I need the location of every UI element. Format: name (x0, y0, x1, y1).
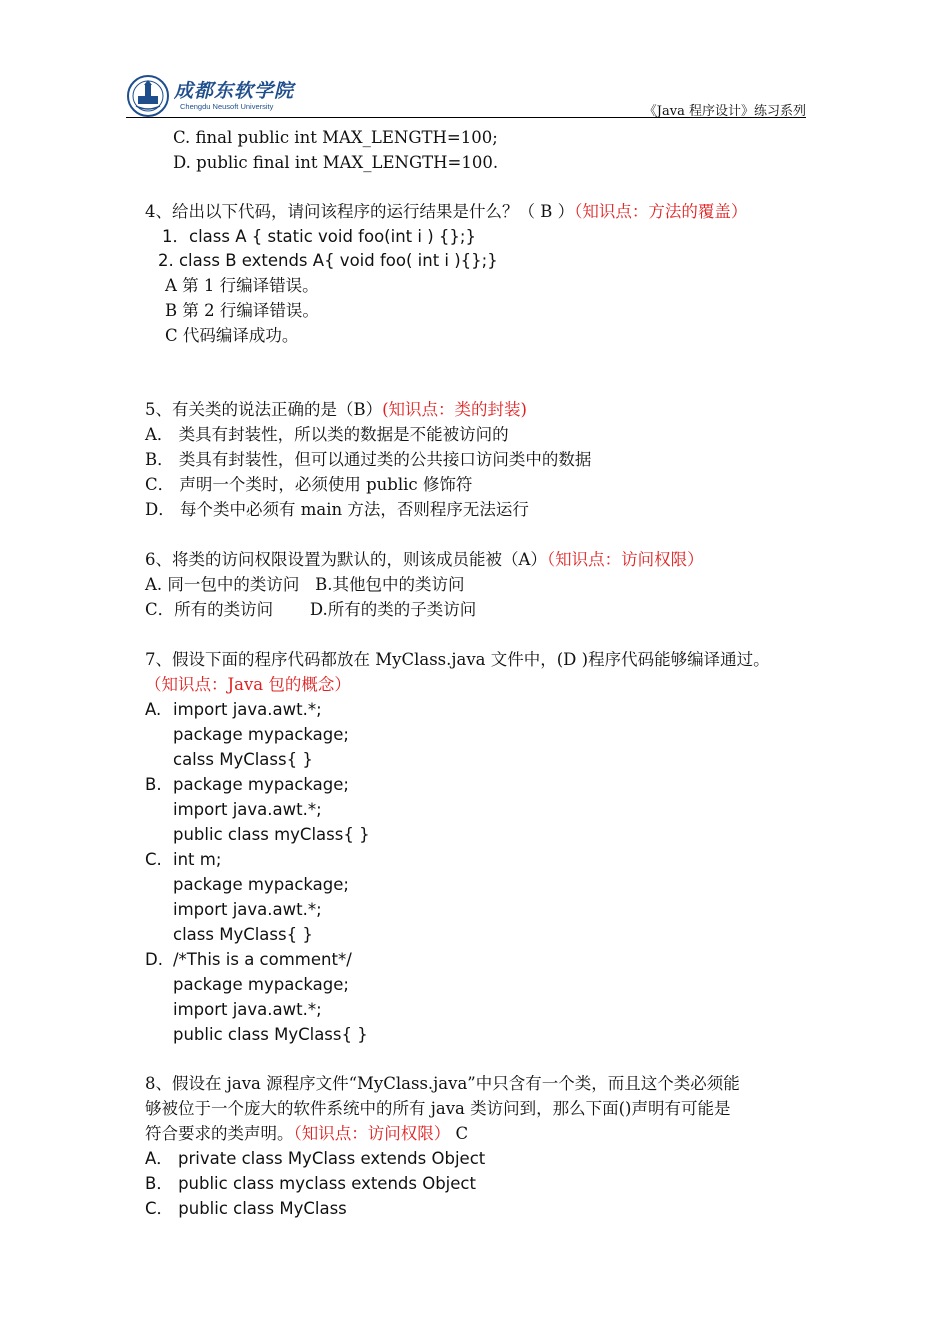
q8-option-a: A． private class MyClass extends Object (145, 1149, 486, 1168)
q8-answer: C (450, 1124, 469, 1143)
q7-option-b (145, 775, 349, 795)
q8-stem-text: 符合要求的类声明。 (145, 1124, 294, 1143)
q8-option-b: B． public class myclass extends Object (145, 1174, 476, 1193)
q7-option-a-line-2: package mypackage; (173, 725, 349, 744)
q8-stem-line-3 (145, 1124, 468, 1144)
q5-option-d: D． 每个类中必须有 main 方法，否则程序无法运行 (145, 500, 529, 519)
q7-option-d (145, 950, 352, 970)
q4-code-line-1: 1．class A { static void foo(int i ) {};} (162, 227, 476, 246)
q5-option-c: C． 声明一个类时，必须使用 public 修饰符 (145, 475, 473, 494)
q6-options-cd: C．所有的类访问 D.所有的类的子类访问 (145, 600, 477, 619)
q7-option-a (145, 700, 322, 720)
logo-text-cn: 成都东软学院 (174, 80, 295, 102)
q5-stem (145, 400, 527, 420)
q7-option-c-line-4: class MyClass{ } (173, 925, 313, 944)
q7-option-b-line-2: import java.awt.*; (173, 800, 322, 819)
q7-option-d-line-2: package mypackage; (173, 975, 349, 994)
q7-option-c (145, 850, 221, 870)
q4-stem (145, 202, 747, 222)
q6-knowledge-point: （知识点：访问权限） (546, 550, 704, 569)
q7-knowledge-point: （知识点：Java 包的概念） (145, 675, 351, 694)
logo-text-en: Chengdu Neusoft University (180, 102, 274, 111)
q3-option-d: D. public final int MAX_LENGTH=100. (173, 153, 499, 172)
q4-option-b: B 第 2 行编译错误。 (165, 301, 319, 320)
q6-options-ab: A. 同一包中的类访问 B.其他包中的类访问 (145, 575, 465, 594)
q4-option-a: A 第 1 行编译错误。 (165, 276, 319, 295)
q7-option-a-line-1: import java.awt.*; (173, 700, 322, 719)
q7-option-d-line-4: public class MyClass{ } (173, 1025, 368, 1044)
q7-option-c-line-1: int m; (173, 850, 222, 869)
q7-option-b-line-1: package mypackage; (173, 775, 349, 794)
header-divider (126, 117, 806, 118)
q8-stem-line-2: 够被位于一个庞大的软件系统中的所有 java 类访问到，那么下面()声明有可能是 (145, 1099, 731, 1118)
q4-option-c: C 代码编译成功。 (165, 326, 299, 345)
q5-option-a: A． 类具有封装性，所以类的数据是不能被访问的 (145, 425, 509, 444)
q7-option-b-line-3: public class myClass{ } (173, 825, 370, 844)
q5-option-b: B． 类具有封装性，但可以通过类的公共接口访问类中的数据 (145, 450, 592, 469)
page-header (126, 70, 806, 118)
q7-option-b-label: B. (145, 775, 162, 794)
q7-option-a-label: A. (145, 700, 162, 719)
university-seal-icon (126, 74, 170, 118)
q6-stem (145, 550, 704, 570)
q7-option-a-line-3: calss MyClass{ } (173, 750, 313, 769)
q7-option-c-label: C. (145, 850, 162, 869)
q4-code-line-2: 2. class B extends A{ void foo( int i ){};} (158, 251, 498, 270)
q4-knowledge-point: （知识点：方法的覆盖） (574, 202, 748, 221)
q7-option-c-line-2: package mypackage; (173, 875, 349, 894)
q5-stem-text: 5、有关类的说法正确的是（B） (145, 400, 383, 419)
q8-option-c: C． public class MyClass (145, 1199, 347, 1218)
q7-option-d-line-3: import java.awt.*; (173, 1000, 322, 1019)
q7-option-d-label: D. (145, 950, 163, 969)
q4-stem-text: 4、给出以下代码，请问该程序的运行结果是什么？（ B ） (145, 202, 575, 221)
series-title: 《Java 程序设计》练习系列 (643, 104, 806, 119)
q5-knowledge-point: (知识点：类的封装) (382, 400, 527, 419)
q3-option-c: C. final public int MAX_LENGTH=100; (173, 128, 498, 147)
q6-stem-text: 6、将类的访问权限设置为默认的，则该成员能被（A） (145, 550, 547, 569)
q7-option-c-line-3: import java.awt.*; (173, 900, 322, 919)
q8-stem-line-1: 8、假设在 java 源程序文件“MyClass.java”中只含有一个类，而且这个类必须能 (145, 1074, 740, 1093)
q8-knowledge-point: （知识点：访问权限） (293, 1124, 451, 1143)
q7-option-d-line-1: /*This is a comment*/ (173, 950, 352, 969)
q7-stem: 7、假设下面的程序代码都放在 MyClass.java 文件中，(D )程序代码能够编译通过。 (145, 650, 770, 669)
